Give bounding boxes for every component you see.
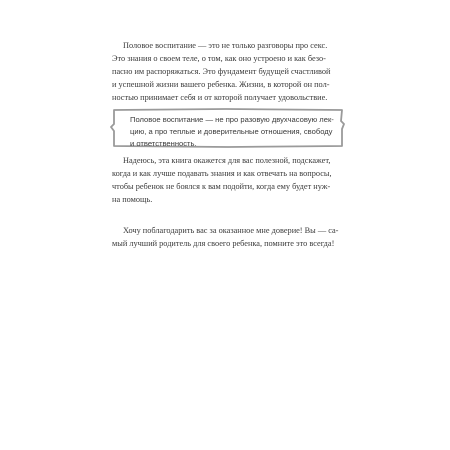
callout-quote xyxy=(130,114,340,150)
intro-line: Половое воспитание — это не только разговоры про секс. xyxy=(123,41,328,50)
intro-line: и успешной жизни вашего ребенка. Жизни, в которой он пол- xyxy=(112,80,330,89)
closing-paragraph xyxy=(112,154,344,206)
intro-line: Это знания о своем теле, о том, как оно устроено и как безо- xyxy=(112,54,326,63)
intro-line: ностью принимает себя и от которой получает удовольствие. xyxy=(112,93,328,102)
closing-line: когда и как лучше подавать знания и как отвечать на вопросы, xyxy=(112,169,332,178)
thanks-line: Хочу поблагодарить вас за оказанное мне доверие! Вы — са- xyxy=(123,226,339,235)
callout-line: цию, а про теплые и доверительные отношения, свободу xyxy=(130,127,333,136)
closing-line: чтобы ребенок не боялся к вам подойти, когда ему будет нуж- xyxy=(112,182,331,191)
intro-paragraph xyxy=(112,39,344,104)
closing-line: Надеюсь, эта книга окажется для вас полезной, подскажет, xyxy=(123,156,331,165)
thanks-line: мый лучший родитель для своего ребенка, помните это всегда! xyxy=(112,239,335,248)
thanks-paragraph xyxy=(112,224,352,250)
callout-line: и ответственность. xyxy=(130,139,197,148)
intro-line: пасно им распоряжаться. Это фундамент будущей счастливой xyxy=(112,67,331,76)
closing-line: на помощь. xyxy=(112,195,153,204)
callout-line: Половое воспитание — не про разовую двухчасовую лек- xyxy=(130,115,334,124)
